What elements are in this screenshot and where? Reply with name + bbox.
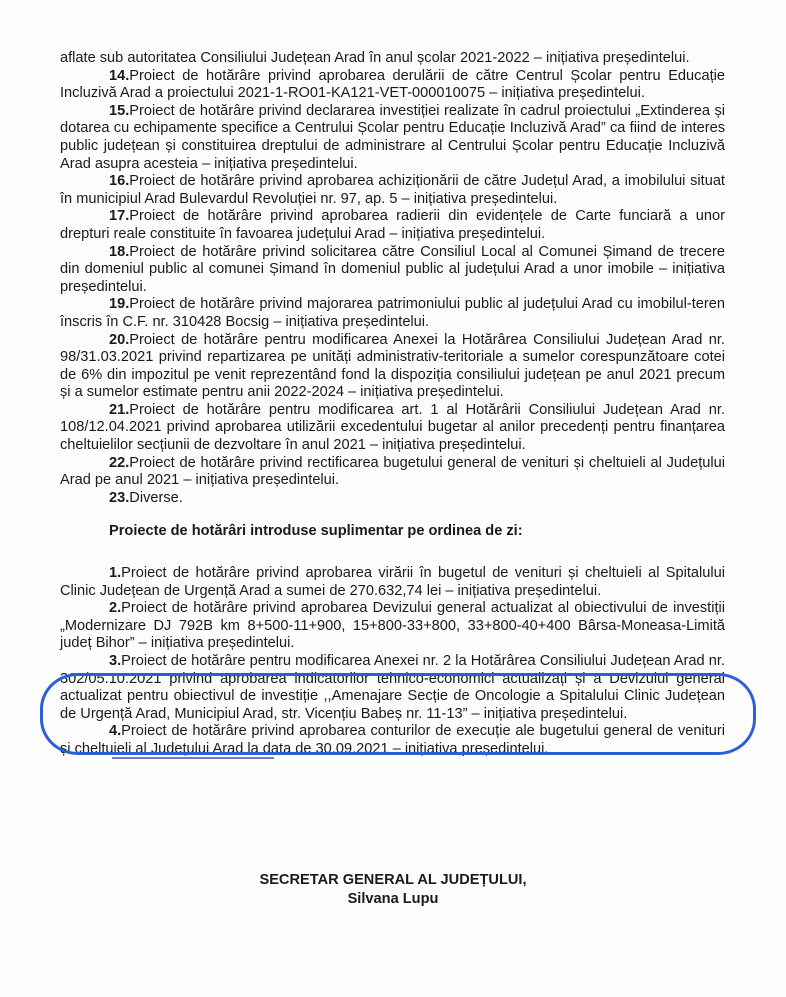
item-text: Proiect de hotărâre privind majorarea patrimoniului public al județului Arad cu imobilul-teren înscris în C.F. nr. 310428 Bocsig – inițiativa președintelui. — [60, 296, 725, 330]
item-text: Proiect de hotărâre pentru modificarea Anexei la Hotărârea Consiliului Județean Arad nr. 98/31.03.2021 privind repartizarea pe unități administrativ-teritoriale a sumelor corespunzătoare cotei de 6% din impozitul pe venit reprezentând fond la dispoziția consiliului județean pe anul 2021 precum și a sumelor estimate pentru anii 2022-2024 – inițiativa președintelui. — [60, 331, 725, 401]
item-number: 21. — [109, 401, 130, 418]
item-text: Proiect de hotărâre pentru modificarea art. 1 al Hotărârii Consiliului Județean Arad nr. 108/12.04.2021 privind aprobarea utilizării excedentului bugetar al anilor precedenți pentru finanțarea cheltuielilor secțiunii de dezvoltare în anul 2021 – inițiativa președintelui. — [60, 401, 725, 454]
agenda-item-23 — [60, 490, 725, 508]
item-text: Proiect de hotărâre privind aprobarea radierii din evidențele de Carte funciară a unor drepturi reale constituite în favoarea județului Arad – inițiativa președintelui. — [60, 208, 725, 242]
item-number: 19. — [109, 296, 130, 313]
item-text: Proiect de hotărâre privind aprobarea virării în bugetul de venituri și cheltuieli al Spitalului Clinic Județean de Urgență Arad a sumei de 270.632,74 lei – inițiativa președintelui. — [60, 565, 725, 599]
agenda-item-18 — [60, 244, 725, 297]
item-number: 1. — [109, 565, 122, 582]
item-text: Proiect de hotărâre privind aprobarea Devizului general actualizat al obiectivului de investiții „Modernizare DJ 792B km 8+500-11+900, 15+800-33+800, 33+800-40+400 Bârsa-Moneasa-Limită județ Bihor” – inițiativa președintelui. — [60, 600, 725, 652]
pen-stroke-mark — [112, 757, 274, 759]
supplementary-item-4 — [60, 723, 725, 758]
item-number: 20. — [109, 331, 130, 348]
item-text: Proiect de hotărâre privind rectificarea bugetului general de venituri și cheltuieli al Județului Arad pe anul 2021 – inițiativa președintelui. — [60, 454, 725, 489]
document-body — [60, 50, 725, 759]
agenda-item-16 — [60, 173, 725, 208]
item-number: 4. — [109, 723, 122, 740]
item-text: Proiect de hotărâre privind aprobarea conturilor de execuție ale bugetului general de venituri și cheltuieli al Județului Arad la data de 30.09.2021 – inițiativa președintelui. — [60, 723, 725, 757]
item-text: Proiect de hotărâre pentru modificarea Anexei nr. 2 la Hotărârea Consiliului Județean Arad nr. 302/05.10.2021 privind aprobarea indicatorilor tehnico-economici actualizați și a Devizului general actualizat pentru obiectivul de investiție ,,Amenajare Secție de Oncologie a Spitalului Clinic Județean de Urgență Arad, Municipiul Arad, str. Vicențiu Babeș nr. 11-13” – inițiativa președintelui. — [60, 653, 725, 722]
item-text: Proiect de hotărâre privind declararea investiției realizate în cadrul proiectului „Extinderea și dotarea cu echipamente specifice a Centrului Școlar pentru Educație Incluzivă Arad” ca fiind de interes public județean și constituirea dreptului de administrare al Centrului Școlar pentru Educație Incluzivă Arad asupra acesteia – inițiativa președintelui. — [60, 102, 725, 172]
item-number: 2. — [109, 600, 122, 617]
item-text: Proiect de hotărâre privind solicitarea către Consiliul Local al Comunei Șimand de trecere din domeniul public al comunei Șimand în domeniul public al județului Arad a unor imobile – inițiativa președintelui. — [60, 243, 725, 295]
signature-name: Silvana Lupu — [347, 891, 439, 907]
signature-title: SECRETAR GENERAL AL JUDEȚULUI, — [259, 872, 527, 888]
item-text: Diverse. — [129, 489, 183, 506]
agenda-item-13-continuation: aflate sub autoritatea Consiliului Județean Arad în anul școlar 2021-2022 – inițiativa președintelui. — [60, 50, 690, 66]
supplementary-item-2 — [60, 600, 725, 653]
item-number: 17. — [109, 208, 130, 225]
agenda-item-20 — [60, 332, 725, 402]
agenda-item-19 — [60, 296, 725, 331]
item-number: 23. — [109, 489, 130, 506]
item-text: Proiect de hotărâre privind aprobarea achiziționării de către Județul Arad, a imobilului situat în municipiul Arad Bulevardul Revoluției nr. 97, ap. 5 – inițiativa președintelui. — [60, 173, 725, 207]
item-number: 14. — [109, 67, 130, 84]
supplementary-heading: Proiecte de hotărâri introduse suplimentar pe ordinea de zi: — [109, 523, 523, 540]
item-number: 15. — [109, 102, 130, 119]
agenda-item-17 — [60, 208, 725, 243]
agenda-item-22 — [60, 455, 725, 490]
supplementary-item-1 — [60, 565, 725, 600]
item-number: 16. — [109, 173, 130, 190]
item-number: 3. — [109, 653, 122, 669]
agenda-item-15 — [60, 103, 725, 173]
agenda-item-21 — [60, 402, 725, 455]
agenda-item-14 — [60, 68, 725, 103]
item-number: 18. — [109, 243, 130, 260]
supplementary-item-3 — [60, 653, 725, 723]
item-number: 22. — [109, 454, 130, 471]
item-text: Proiect de hotărâre privind aprobarea derulării de către Centrul Școlar pentru Educație Incluzivă Arad a proiectului 2021-1-RO01-KA121-VET-000010075 – inițiativa președintelui. — [60, 67, 725, 102]
